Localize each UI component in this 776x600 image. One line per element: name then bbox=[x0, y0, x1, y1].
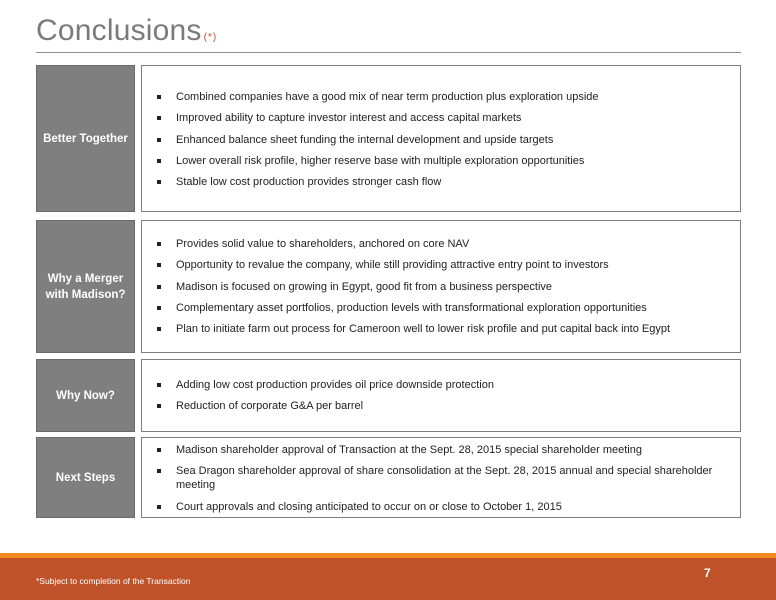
bullet-item: Madison is focused on growing in Egypt, good fit from a business perspective bbox=[154, 280, 730, 294]
bullet-item: Enhanced balance sheet funding the internal development and upside targets bbox=[154, 133, 730, 147]
bullet-list bbox=[154, 90, 730, 196]
section-content bbox=[141, 220, 741, 353]
section-content bbox=[141, 65, 741, 212]
section-content bbox=[141, 437, 741, 518]
section-label: Why a Merger with Madison? bbox=[36, 220, 135, 353]
bullet-item: Madison shareholder approval of Transaction at the Sept. 28, 2015 special shareholder meeting bbox=[154, 443, 730, 457]
bullet-item: Improved ability to capture investor interest and access capital markets bbox=[154, 111, 730, 125]
bullet-item: Adding low cost production provides oil price downside protection bbox=[154, 378, 730, 392]
bullet-item: Lower overall risk profile, higher reserve base with multiple exploration opportunities bbox=[154, 154, 730, 168]
section-label: Better Together bbox=[36, 65, 135, 212]
section-next-steps bbox=[36, 437, 741, 518]
bullet-list bbox=[154, 443, 730, 521]
footnote: *Subject to completion of the Transaction bbox=[36, 576, 191, 586]
bullet-item: Complementary asset portfolios, production levels with transformational exploration opportunities bbox=[154, 301, 730, 315]
bullet-list bbox=[154, 378, 730, 421]
section-label: Why Now? bbox=[36, 359, 135, 432]
title-note: (*) bbox=[203, 32, 218, 43]
bullet-item: Stable low cost production provides stronger cash flow bbox=[154, 175, 730, 189]
title-divider bbox=[36, 52, 741, 53]
page-title bbox=[36, 14, 217, 48]
section-better-together bbox=[36, 65, 741, 212]
title-text: Conclusions bbox=[36, 14, 202, 47]
bullet-list bbox=[154, 237, 730, 343]
section-label: Next Steps bbox=[36, 437, 135, 518]
bullet-item: Court approvals and closing anticipated to occur on or close to October 1, 2015 bbox=[154, 500, 730, 514]
section-why-merger bbox=[36, 220, 741, 353]
bullet-item: Reduction of corporate G&A per barrel bbox=[154, 399, 730, 413]
page-number: 7 bbox=[704, 566, 711, 580]
section-content bbox=[141, 359, 741, 432]
bullet-item: Opportunity to revalue the company, while still providing attractive entry point to investors bbox=[154, 258, 730, 272]
bullet-item: Combined companies have a good mix of near term production plus exploration upside bbox=[154, 90, 730, 104]
section-why-now bbox=[36, 359, 741, 432]
bullet-item: Sea Dragon shareholder approval of share consolidation at the Sept. 28, 2015 annual and special shareholder meeting bbox=[154, 464, 730, 492]
bullet-item: Provides solid value to shareholders, anchored on core NAV bbox=[154, 237, 730, 251]
bullet-item: Plan to initiate farm out process for Cameroon well to lower risk profile and put capital back into Egypt bbox=[154, 322, 730, 336]
